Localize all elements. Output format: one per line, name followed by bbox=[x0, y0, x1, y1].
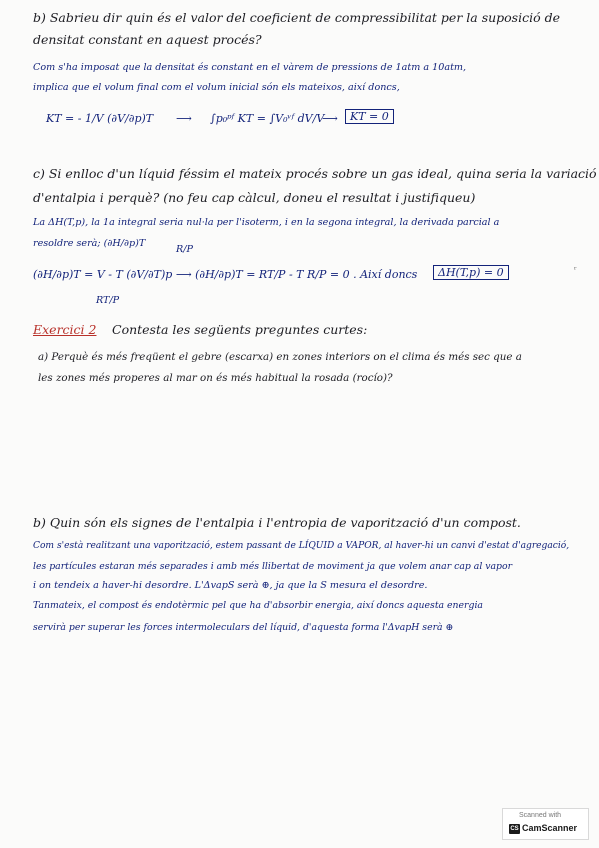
question-2b-line: b) Quin són els signes de l'entalpia i l'entropia de vaporització d'un compost. bbox=[33, 515, 521, 530]
camscanner-name: CamScanner bbox=[522, 823, 578, 833]
answer-b-line2: implica que el volum final com el volum inicial són els mateixos, així doncs, bbox=[33, 82, 400, 93]
fraction-r-over-p: R/P bbox=[176, 244, 193, 255]
question-c-line1: c) Si enlloc d'un líquid féssim el mateix procés sobre un gas ideal, quina seria la variació bbox=[33, 166, 597, 181]
result-dh-zero: ΔH(T,p) = 0 bbox=[433, 265, 509, 280]
question-b-line1: b) Sabrieu dir quin és el valor del coeficient de compressibilitat per la suposició de bbox=[33, 10, 560, 25]
answer-b-line1: Com s'ha imposat que la densitat és constant en el vàrem de pressions de 1atm a 10atm, bbox=[33, 62, 467, 73]
result-box-kt bbox=[345, 109, 394, 124]
answer-c-line1: La ΔH(T,p), la 1a integral seria nul·la per l'isoterm, i en la segona integral, la derivada parcial a bbox=[33, 217, 500, 228]
question-c-line2: d'entalpia i perquè? (no feu cap càlcul, doneu el resultat i justifiqueu) bbox=[33, 190, 476, 205]
question-2a-line1: a) Perquè és més freqüent el gebre (escarxa) en zones interiors on el clima és més sec que a bbox=[38, 351, 522, 363]
equation-arrow: ⟶ bbox=[176, 112, 192, 125]
equation-kt-definition: KT = - 1/V (∂V/∂p)T bbox=[46, 112, 154, 125]
scanned-with-label: Scanned with bbox=[519, 812, 562, 819]
fraction-rt-over-p: RT/P bbox=[96, 295, 120, 306]
equation-integral: ∫p₀ᵖᶠ KT = ∫V₀ᵛᶠ dV/V bbox=[210, 112, 325, 125]
answer-2b-line2: les partícules estaran més separades i amb més llibertat de moviment ja que volem anar cap al vapor bbox=[33, 561, 513, 572]
result-kt-zero: KT = 0 bbox=[345, 109, 394, 124]
camscanner-badge bbox=[502, 808, 589, 840]
question-2a-line2: les zones més properes al mar on és més habitual la rosada (rocío)? bbox=[38, 372, 393, 384]
question-b-line2: densitat constant en aquest procés? bbox=[33, 32, 262, 47]
equation-arrow: ⟶ bbox=[322, 112, 338, 125]
answer-2b-line4: Tanmateix, el compost és endotèrmic pel que ha d'absorbir energia, així doncs aquesta energia bbox=[33, 600, 483, 611]
answer-2b-line3: i on tendeix a haver-hi desordre. L'ΔvapS serà ⊕, ja que la S mesura el desordre. bbox=[33, 580, 428, 591]
result-box-dh bbox=[433, 265, 509, 280]
answer-2b-line5: servirà per superar les forces intermoleculars del líquid, d'aquesta forma l'ΔvapH serà ⊕ bbox=[33, 622, 454, 633]
answer-2b-line1: Com s'està realitzant una vaporització, estem passant de LÍQUID a VAPOR, al haver-hi un canvi d'estat d'agregació, bbox=[33, 541, 570, 551]
stray-mark: ʳ bbox=[574, 265, 577, 274]
exercise-2-title: Exercici 2 bbox=[33, 322, 97, 337]
answer-c-line2: resoldre serà; (∂H/∂p)T bbox=[33, 238, 146, 249]
camscanner-logo-icon: CS bbox=[510, 826, 519, 832]
exercise-2-instruction: Contesta les següents preguntes curtes: bbox=[112, 322, 368, 337]
equation-enthalpy-derivative: (∂H/∂p)T = V - T (∂V/∂T)p ⟶ (∂H/∂p)T = RT/P - T R/P = 0 . Així doncs bbox=[33, 268, 418, 281]
